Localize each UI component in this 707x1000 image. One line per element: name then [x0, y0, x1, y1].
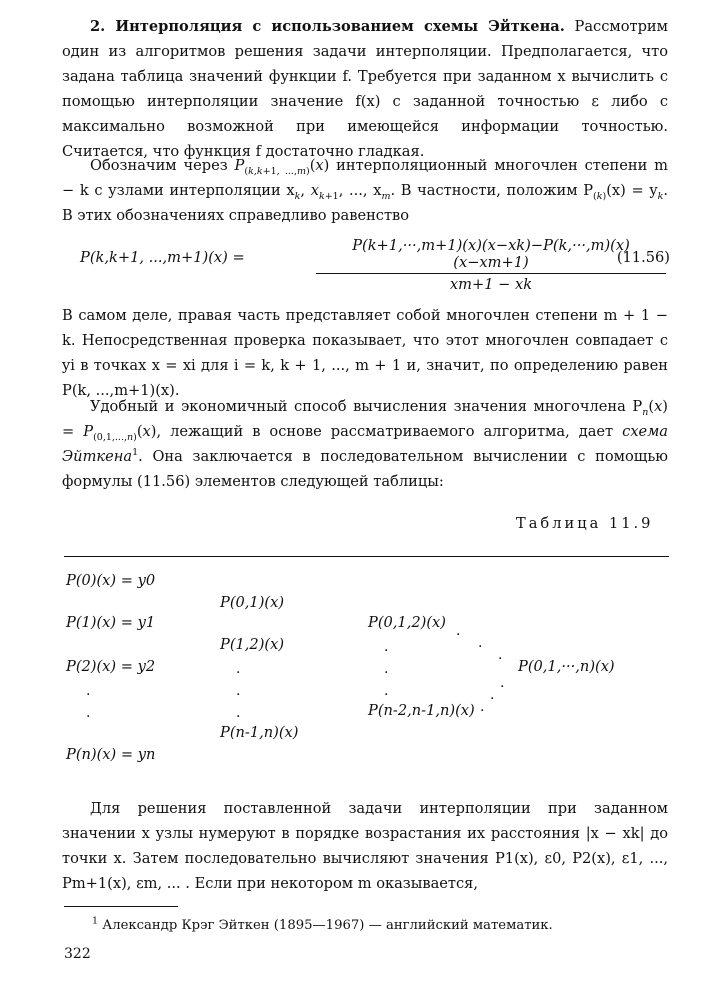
section-heading: 2. Интерполяция с использованием схемы Эйткена. [90, 18, 565, 35]
footnote [92, 915, 553, 933]
paragraph-notation: Обозначим через $P_{(k,k+1, ...,m)}(x)$ интерполяционный многочлен степени m − k с узлами интерполяции $x_k$, $x_{k+1}$, ..., $x_m$. В частности, положим $P_{(k)}(x) = y_k$. В этих обозначениях справедливо равенство [62, 157, 669, 224]
paragraph-aitken: Удобный и экономичный способ вычисления значения многочлена $P_n(x) = P_{(0,1,...,n)}(x)$, лежащий в основе рассматриваемого алгоритма, дает схема Эйткена$^1$. Она заключается в последовательном вычислении с помощью формулы (11.56) элементов следующей таблицы: [62, 398, 668, 490]
table-cell: P(n-2,n-1,n)(x) [368, 702, 475, 719]
ellipsis-dot: . [498, 647, 503, 663]
table-cell: P(n-1,n)(x) [220, 724, 299, 741]
ellipsis-dot: . [236, 705, 241, 721]
paragraph-intro [62, 14, 668, 164]
ellipsis-dot: . [480, 699, 485, 715]
table-cell: P(0,1)(x) [220, 594, 285, 611]
ellipsis-dot: . [384, 661, 389, 677]
ellipsis-dot: . [490, 687, 495, 703]
ellipsis-dot: . [478, 635, 483, 651]
table-cell: P(1)(x) = y1 [66, 614, 156, 631]
formula-denominator: xm+1 − xk [449, 276, 533, 293]
table-top-rule [64, 556, 669, 557]
formula-11-56 [80, 235, 670, 293]
footnote-rule [64, 906, 178, 907]
ellipsis-dot: . [236, 683, 241, 699]
table-cell: P(1,2)(x) [220, 636, 285, 653]
table-cell: P(0,1,2)(x) [368, 614, 446, 631]
formula-numerator: P(k+1,···,m+1)(x)(x−xk)−P(k,···,m)(x)(x−xm+1) [316, 237, 666, 274]
table-title: Таблица 11.9 [516, 515, 654, 532]
page-number: 322 [64, 946, 91, 962]
table-cell: P(n)(x) = yn [66, 746, 156, 763]
ellipsis-dot: . [456, 623, 461, 639]
table-cell: P(0,1,···,n)(x) [518, 658, 615, 675]
ellipsis-dot: . [384, 639, 389, 655]
ellipsis-dot: . [86, 683, 91, 699]
equation-number: (11.56) [616, 249, 670, 266]
paragraph-procedure: Для решения поставленной задачи интерполяции при заданном значении x узлы нумеруют в порядке возрастания их расстояния |x − xk| до точки x. Затем последовательно вычисляют значения P1(x), ε0, P2(x), ε1, ..., Pm+1(x), εm, ... . Если при некотором m оказывается, [62, 800, 668, 892]
term-aitken-scheme: схема Эйткена [62, 423, 668, 465]
footnote-text: Александр Крэг Эйткен (1895—1967) — английский математик. [102, 918, 553, 933]
ellipsis-dot: . [500, 675, 505, 691]
table-cell: P(0)(x) = y0 [66, 572, 156, 589]
formula-fraction [316, 237, 666, 293]
paragraph-proof: В самом деле, правая часть представляет собой многочлен степени m + 1 − k. Непосредственная проверка показывает, что этот многочлен совпадает с yi в точках x = xi для i = k, k + 1, ..., m + 1 и, значит, по определению равен P(k, ...,m+1)(x). [62, 307, 668, 399]
table-cell: P(2)(x) = y2 [66, 658, 156, 675]
formula-lhs: P(k,k+1, ...,m+1)(x) = [80, 249, 245, 266]
intro-text: Рассмотрим один из алгоритмов решения задачи интерполяции. Предполагается, что задана таблица значений функции f. Требуется при заданном x вычислить с помощью интерполяции значение f(x) с заданной точностью ε либо с максимально возможной при имеющейся информации точностью. Считается, что функция f достаточно гладкая. [62, 18, 669, 160]
ellipsis-dot: . [86, 705, 91, 721]
ellipsis-dot: . [236, 661, 241, 677]
footnote-marker: 1 [92, 915, 99, 927]
ellipsis-dot: . [384, 683, 389, 699]
